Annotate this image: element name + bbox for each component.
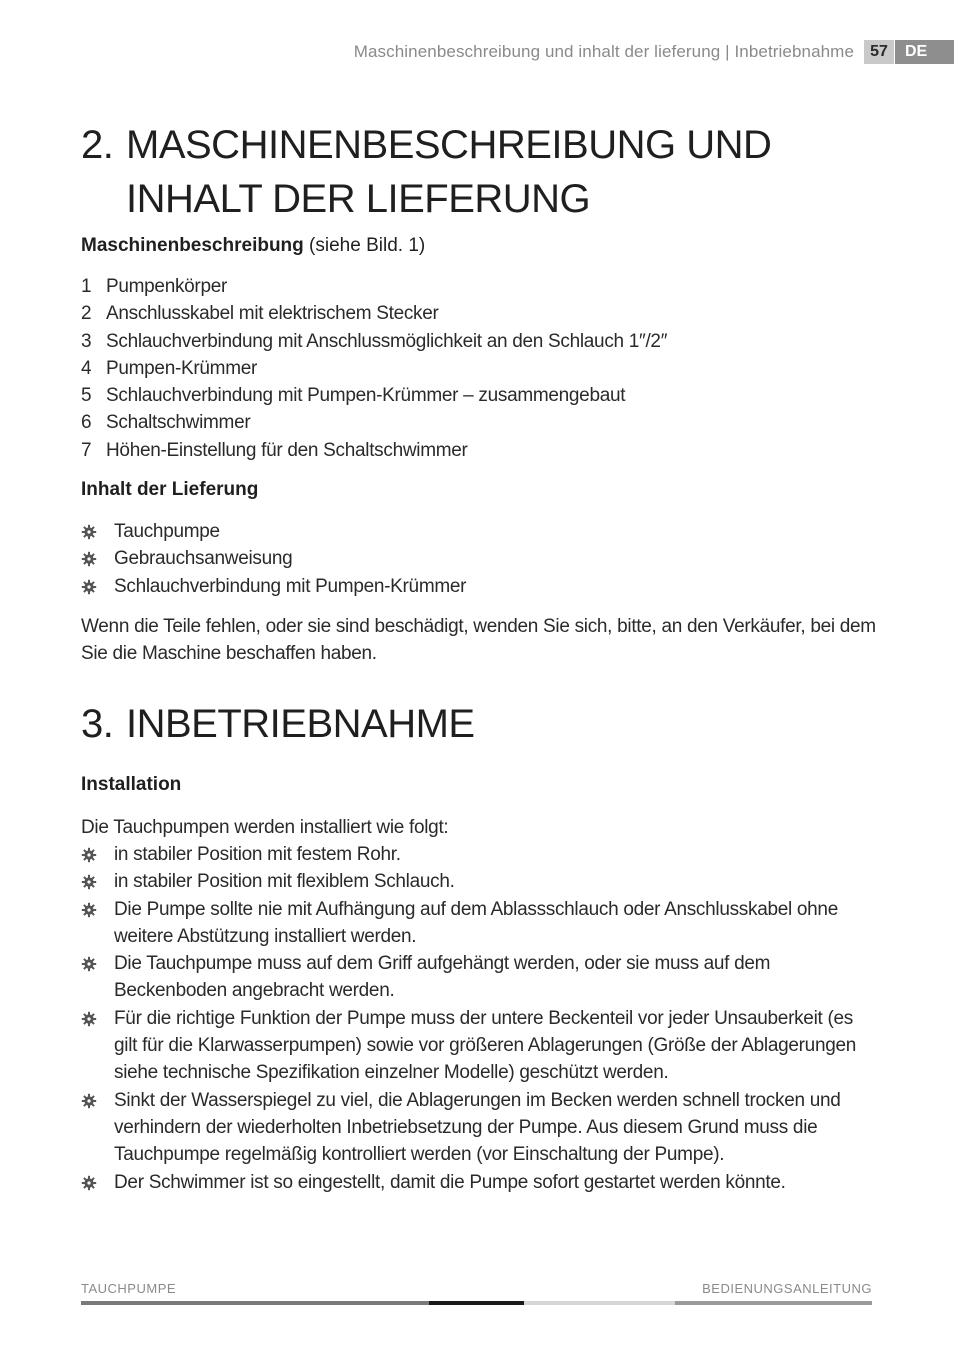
list-item	[81, 1005, 876, 1087]
footer-bar-segment-2	[429, 1301, 524, 1305]
item-label: Schlauchverbindung mit Pumpen-Krümmer – zusammengebaut	[106, 385, 626, 407]
gear-bullet-icon	[81, 956, 97, 972]
list-item	[81, 841, 876, 868]
item-label: Schlauchverbindung mit Anschlussmöglichkeit an den Schlauch 1″/2″	[106, 330, 668, 352]
gear-bullet-icon	[81, 902, 97, 918]
delivery-heading-row	[81, 479, 258, 501]
item-label: Die Tauchpumpe muss auf dem Griff aufgehängt werden, oder sie muss auf dem Beckenboden angebracht werden.	[114, 953, 771, 1002]
gear-bullet-icon	[81, 579, 97, 595]
item-number: 3	[81, 330, 92, 352]
list-item	[81, 300, 667, 327]
list-item	[81, 1169, 876, 1196]
section2-title-line2: INHALT DER LIEFERUNG	[126, 177, 591, 221]
list-item	[81, 382, 667, 409]
footer-document-type: BEDIENUNGSANLEITUNG	[702, 1281, 872, 1296]
item-number: 2	[81, 303, 92, 325]
list-item	[81, 409, 667, 436]
item-label: Schaltschwimmer	[106, 412, 251, 434]
item-number: 5	[81, 385, 92, 407]
delivery-list	[81, 518, 881, 600]
footer-bar-segment-3	[524, 1301, 675, 1305]
installation-intro: Die Tauchpumpen werden installiert wie folgt:	[81, 817, 449, 838]
installation-list	[81, 841, 876, 1196]
item-label: Anschlusskabel mit elektrischem Stecker	[106, 303, 439, 325]
list-item	[81, 273, 667, 300]
item-label: in stabiler Position mit flexiblem Schlauch.	[114, 871, 455, 893]
installation-heading-row	[81, 774, 181, 796]
list-item	[81, 868, 876, 895]
item-label: Der Schwimmer ist so eingestellt, damit die Pumpe sofort gestartet werden könnte.	[114, 1171, 786, 1193]
item-label: Höhen-Einstellung für den Schaltschwimmer	[106, 439, 468, 461]
list-item	[81, 518, 881, 545]
list-item	[81, 1087, 876, 1169]
item-label: Pumpenkörper	[106, 276, 228, 297]
footer-bar-segment-1	[81, 1301, 429, 1305]
gear-bullet-icon	[81, 551, 97, 567]
page-number: 57	[864, 40, 894, 64]
list-item	[81, 328, 667, 355]
item-label: Tauchpumpe	[114, 521, 220, 542]
item-label: in stabiler Position mit festem Rohr.	[114, 844, 401, 865]
list-item	[81, 950, 876, 1005]
footer-product-name: TAUCHPUMPE	[81, 1281, 177, 1296]
delivery-heading: Inhalt der Lieferung	[81, 479, 259, 500]
parts-list	[81, 273, 667, 464]
section3-title	[81, 697, 475, 751]
section3-number: 3.	[81, 702, 114, 746]
list-item	[81, 355, 667, 382]
language-tag: DE	[895, 40, 954, 64]
item-number: 6	[81, 412, 92, 434]
gear-bullet-icon	[81, 847, 97, 863]
section2-title-line1: MASCHINENBESCHREIBUNG UND	[126, 123, 772, 167]
list-item	[81, 896, 876, 951]
list-item	[81, 545, 881, 572]
item-number: 4	[81, 357, 92, 379]
description-heading: Maschinenbeschreibung	[81, 235, 304, 256]
item-number: 7	[81, 439, 92, 461]
section2-number: 2.	[81, 123, 114, 167]
footer-bar-segment-4	[675, 1301, 872, 1305]
gear-bullet-icon	[81, 524, 97, 540]
item-label: Pumpen-Krümmer	[106, 357, 258, 379]
gear-bullet-icon	[81, 1175, 97, 1191]
installation-heading: Installation	[81, 774, 182, 795]
item-label: Sinkt der Wasserspiegel zu viel, die Ablagerungen im Becken werden schnell trocken und verhindern der wiederholten Inbetriebsetzung der Pumpe. Aus diesem Grund muss die Tauchpumpe regelmäßig kontrolliert werden (vor Einschaltung der Pumpe).	[114, 1089, 841, 1166]
item-label: Für die richtige Funktion der Pumpe muss der untere Beckenteil vor jeder Unsauberkeit (es gilt für die Klarwasserpumpen) sowie vor größeren Ablagerungen (Größe der Ablagerungen siehe technische Spezifikation einzelner Modelle) geschützt werden.	[114, 1007, 857, 1084]
gear-bullet-icon	[81, 1011, 97, 1027]
list-item	[81, 437, 667, 464]
item-label: Die Pumpe sollte nie mit Aufhängung auf dem Ablassschlauch oder Anschlusskabel ohne weitere Abstützung installiert werden.	[114, 898, 838, 947]
missing-parts-note: Wenn die Teile fehlen, oder sie sind beschädigt, wenden Sie sich, bitte, an den Verkäufer, bei dem Sie die Maschine beschaffen haben.	[81, 616, 876, 665]
item-label: Gebrauchsanweisung	[114, 548, 293, 570]
gear-bullet-icon	[81, 874, 97, 890]
description-heading-row	[81, 235, 425, 257]
item-number: 1	[81, 276, 92, 297]
list-item	[81, 573, 881, 600]
running-header: Maschinenbeschreibung und inhalt der lieferung | Inbetriebnahme	[353, 42, 854, 61]
gear-bullet-icon	[81, 1093, 97, 1109]
item-label: Schlauchverbindung mit Pumpen-Krümmer	[114, 575, 467, 597]
section2-title	[81, 118, 771, 226]
description-reference: (siehe Bild. 1)	[303, 235, 426, 256]
section3-title-text: INBETRIEBNAHME	[126, 702, 475, 746]
